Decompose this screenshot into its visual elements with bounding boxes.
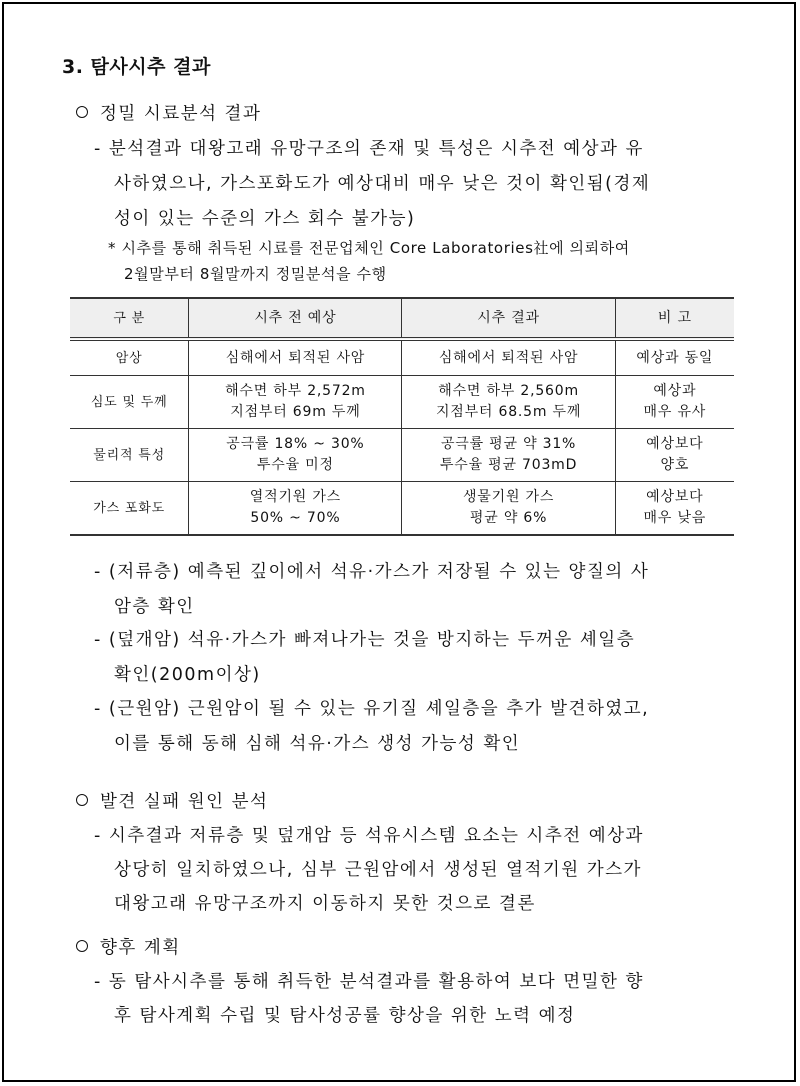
reservoir-line: 암층 확인	[114, 597, 195, 617]
row-label: 물리적 특성	[70, 429, 189, 482]
result-cell	[402, 482, 615, 536]
header-category: 구 분	[70, 298, 189, 339]
cell-line: 예상보다	[646, 436, 704, 452]
cell-line: 평균 약 6%	[469, 510, 548, 526]
source-rock-line: 이를 통해 동해 심해 석유·가스 생성 가능성 확인	[114, 734, 521, 754]
reservoir-line: - (저류층) 예측된 깊이에서 석유·가스가 저장될 수 있는 양질의 사	[94, 562, 650, 582]
table-row	[70, 376, 734, 429]
cell-line: 매우 낮음	[643, 510, 707, 526]
expected-cell	[189, 482, 402, 536]
paragraph-line: 사하였으나, 가스포화도가 예상대비 매우 낮은 것이 확인됨(경제	[114, 174, 651, 194]
document-page	[2, 2, 796, 1082]
expected-cell: 심해에서 퇴적된 사암	[189, 339, 402, 376]
remark-cell	[615, 482, 734, 536]
section-title: 3. 탐사시추 결과	[62, 56, 211, 78]
header-remark: 비 고	[615, 298, 734, 339]
cell-line: 예상보다	[646, 489, 704, 505]
paragraph-line: - 분석결과 대왕고래 유망구조의 존재 및 특성은 시추전 예상과 유	[94, 139, 644, 159]
cell-line: 해수면 하부 2,572m	[225, 383, 366, 399]
table-row	[70, 482, 734, 536]
row-label: 암상	[70, 339, 189, 376]
cell-line: 양호	[660, 457, 690, 473]
cell-line: 매우 유사	[643, 404, 707, 420]
row-label: 가스 포화도	[70, 482, 189, 536]
cell-line: 투수율 미정	[256, 457, 334, 473]
table-row	[70, 429, 734, 482]
cell-line: 생물기원 가스	[462, 489, 555, 505]
cell-line: 공극률 평균 약 31%	[440, 436, 577, 452]
circle-bullet-icon	[76, 940, 88, 952]
cell-line: 투수율 평균 703mD	[439, 457, 578, 473]
caprock-line: 확인(200m이상)	[114, 665, 261, 685]
header-expected: 시추 전 예상	[189, 298, 402, 339]
paragraph-line: 대왕고래 유망구조까지 이동하지 못한 것으로 결론	[114, 894, 536, 914]
paragraph-line: - 시추결과 저류층 및 덮개암 등 석유시스템 요소는 시추전 예상과	[94, 826, 644, 846]
paragraph-line: - 동 탐사시추를 통해 취득한 분석결과를 활용하여 보다 면밀한 향	[94, 972, 644, 992]
comparison-table	[70, 297, 734, 536]
cell-line: 열적기원 가스	[249, 489, 341, 505]
remark-cell	[615, 429, 734, 482]
remark-cell: 예상과 동일	[615, 339, 734, 376]
header-result: 시추 결과	[402, 298, 615, 339]
paragraph-line: 상당히 일치하였으나, 심부 근원암에서 생성된 열적기원 가스가	[114, 860, 642, 880]
table-header-row	[70, 298, 734, 339]
expected-cell	[189, 429, 402, 482]
cell-line: 해수면 하부 2,560m	[438, 383, 579, 399]
heading-future-plan: 향후 계획	[76, 934, 181, 959]
cell-line: 예상과	[653, 383, 697, 399]
result-cell	[402, 376, 615, 429]
table-row	[70, 339, 734, 376]
result-cell	[402, 429, 615, 482]
footnote-line: 2월말부터 8월말까지 정밀분석을 수행	[124, 265, 387, 283]
result-cell: 심해에서 퇴적된 사암	[402, 339, 615, 376]
source-rock-line: - (근원암) 근원암이 될 수 있는 유기질 셰일층을 추가 발견하였고,	[94, 699, 650, 719]
footnote-line: * 시추를 통해 취득된 시료를 전문업체인 Core Laboratories社에 의뢰하여	[108, 239, 630, 257]
cell-line: 50% ~ 70%	[250, 510, 341, 526]
row-label: 심도 및 두께	[70, 376, 189, 429]
paragraph-line: 성이 있는 수준의 가스 회수 불가능)	[114, 209, 416, 229]
heading-precise-analysis: 정밀 시료분석 결과	[76, 100, 261, 125]
circle-bullet-icon	[76, 794, 88, 806]
cell-line: 지점부터 68.5m 두께	[435, 404, 582, 420]
circle-bullet-icon	[76, 106, 88, 118]
remark-cell	[615, 376, 734, 429]
cell-line: 공극률 18% ~ 30%	[226, 436, 365, 452]
heading-failure-analysis: 발견 실패 원인 분석	[76, 788, 268, 813]
expected-cell	[189, 376, 402, 429]
caprock-line: - (덮개암) 석유·가스가 빠져나가는 것을 방지하는 두꺼운 셰일층	[94, 630, 636, 650]
paragraph-line: 후 탐사계획 수립 및 탐사성공률 향상을 위한 노력 예정	[114, 1006, 576, 1026]
cell-line: 지점부터 69m 두께	[230, 404, 361, 420]
